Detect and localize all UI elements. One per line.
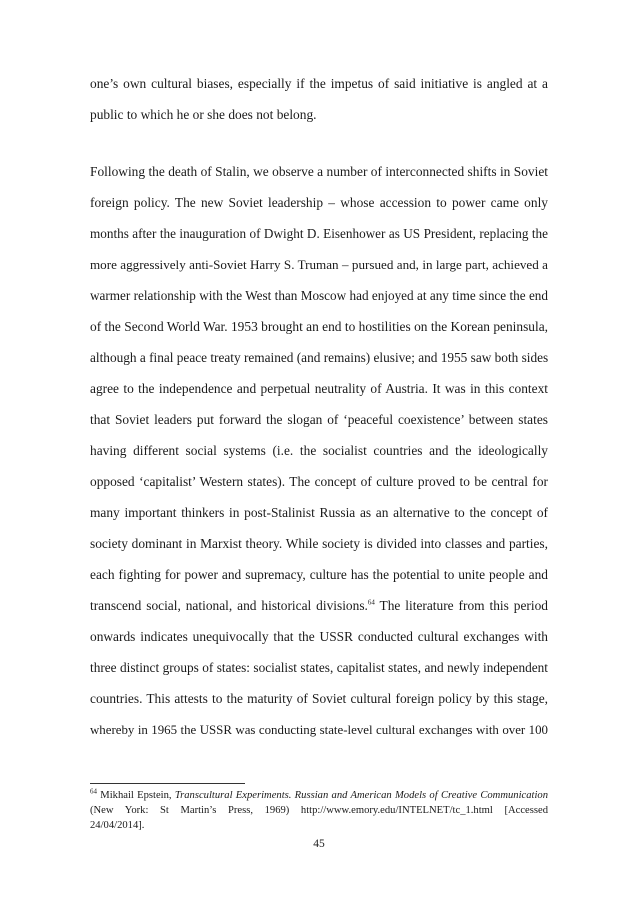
body-line: agree to the independence and perpetual neutrality of Austria. It was in this context [90,381,548,396]
footnote-line: (New York: St Martin’s Press, 1969) http://www.emory.edu/INTELNET/tc_1.html [Accessed [90,805,548,816]
body-line: three distinct groups of states: socialist states, capitalist states, and newly independent [90,660,548,675]
body-line: each fighting for power and supremacy, culture has the potential to unite people and [90,567,548,582]
body-line: many important thinkers in post-Stalinist Russia as an alternative to the concept of [90,505,548,520]
body-line: countries. This attests to the maturity of Soviet cultural foreign policy by this stage, [90,691,548,706]
body-line: more aggressively anti-Soviet Harry S. Truman – pursued and, in large part, achieved a [90,257,548,272]
footnote-line: 24/04/2014]. [90,820,145,831]
body-line: although a final peace treaty remained (and remains) elusive; and 1955 saw both sides [90,350,549,365]
body-line-with-footnote [90,597,548,615]
body-line: foreign policy. The new Soviet leadership – whose accession to power came only [90,195,548,210]
body-line: that Soviet leaders put forward the slogan of ‘peaceful coexistence’ between states [90,412,548,427]
footnote-marker: 64 [90,787,97,796]
body-line: one’s own cultural biases, especially if the impetus of said initiative is angled at a [90,76,548,91]
body-line: of the Second World War. 1953 brought an end to hostilities on the Korean peninsula, [90,319,548,334]
body-line: onwards indicates unequivocally that the USSR conducted cultural exchanges with [90,629,548,644]
footnote-reference: 64 [367,598,375,607]
body-line: opposed ‘capitalist’ Western states). The concept of culture proved to be central for [90,474,548,489]
body-line: warmer relationship with the West than Moscow had enjoyed at any time since the end [90,288,548,303]
footnote-line [90,788,548,803]
page-number: 45 [313,838,325,850]
footnote-author: Mikhail Epstein, [97,790,175,801]
body-line: whereby in 1965 the USSR was conducting state-level cultural exchanges with over 100 [90,723,548,737]
body-line: Following the death of Stalin, we observe a number of interconnected shifts in Soviet [90,164,548,179]
body-line: public to which he or she does not belong. [90,107,317,122]
body-line: months after the inauguration of Dwight D. Eisenhower as US President, replacing the [90,226,548,241]
body-line: society dominant in Marxist theory. While society is divided into classes and parties, [90,536,548,551]
body-text-segment: transcend social, national, and historical divisions. [90,598,368,613]
footnote-title: Transcultural Experiments. Russian and American Models of Creative Communication [174,790,549,801]
body-text-segment: The literature from this period [374,598,548,613]
body-line: having different social systems (i.e. the socialist countries and the ideologically [90,443,548,458]
footnote-separator [90,783,245,784]
